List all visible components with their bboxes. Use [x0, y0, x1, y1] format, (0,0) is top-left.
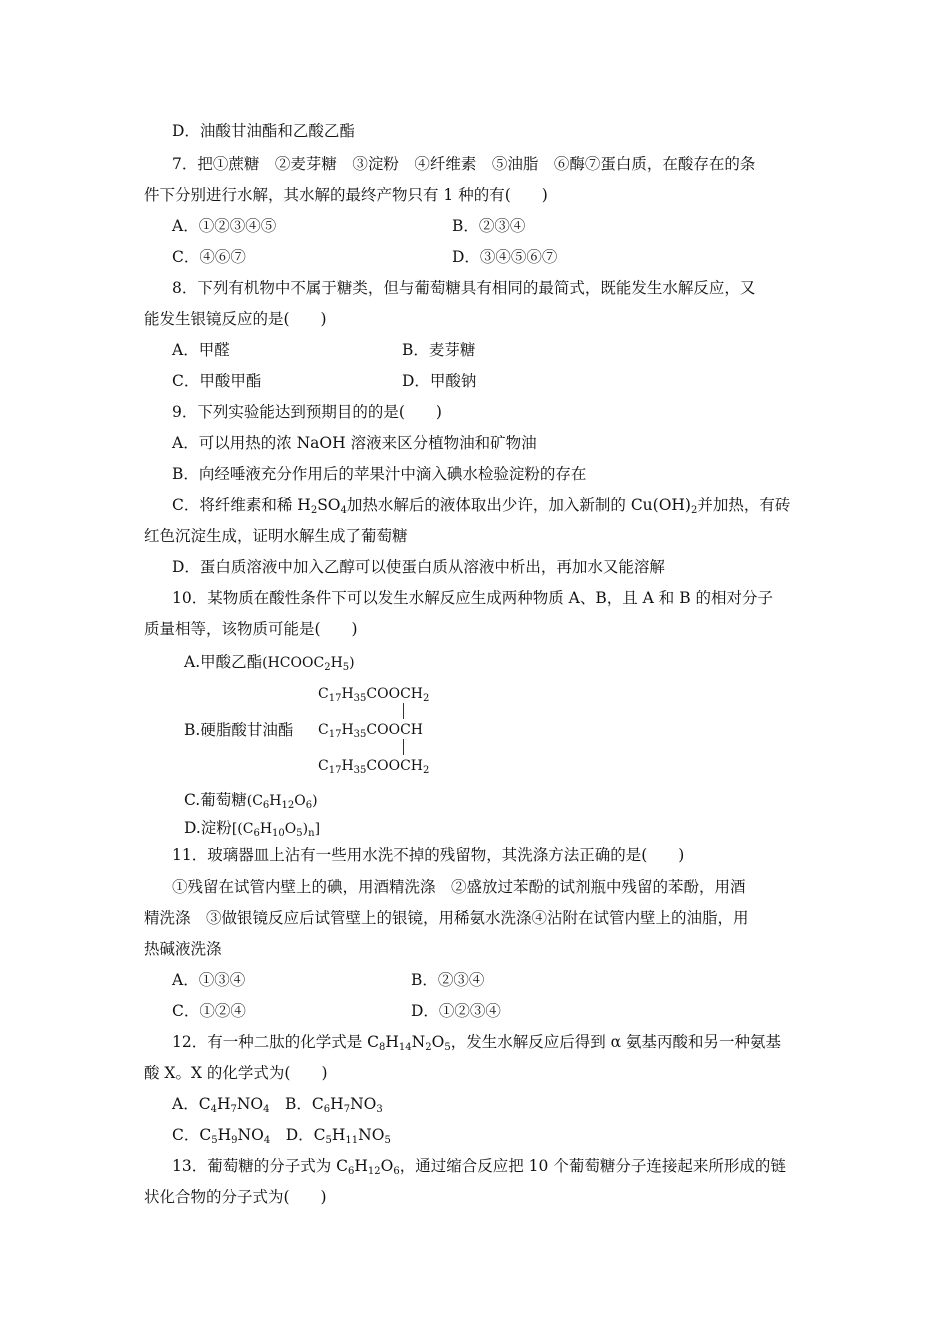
q10-structure-row2: $C_{17}H_{35}COOCH$: [318, 722, 423, 740]
q8-stem-line2: 能发生银镜反应的是( ): [144, 310, 327, 328]
q11-stem: 11．玻璃器皿上沾有一些用水洗不掉的残留物，其洗涤方法正确的是( ): [172, 846, 685, 864]
q9-option-a: A．可以用热的浓 NaOH 溶液来区分植物油和矿物油: [172, 434, 537, 452]
q12-options-cd: C．$C_5H_9NO_4$ D．$C_5H_{11}NO_5$: [172, 1126, 391, 1146]
q10-option-d: D.淀粉$[(C_6H_{10}O_5)_n]$: [184, 819, 321, 839]
q12-stem-line2: 酸 X。X 的化学式为( ): [144, 1064, 328, 1082]
q10-structure-row3: $C_{17}H_{35}COOCH_2$: [318, 758, 430, 776]
q9-stem: 9．下列实验能达到预期目的的是( ): [172, 403, 442, 421]
q11-option-c: C．①②④: [172, 1002, 246, 1020]
q12-options-ab: A．$C_4H_7NO_4$ B．$C_6H_7NO_3$: [172, 1095, 383, 1115]
q10-structure-row1: $C_{17}H_{35}COOCH_2$: [318, 686, 430, 704]
q8-stem-line1: 8．下列有机物中不属于糖类，但与葡萄糖具有相同的最简式，既能发生水解反应，又: [172, 279, 756, 297]
q7-option-b: B．②③④: [452, 217, 526, 235]
q6-option-d: D．油酸甘油酯和乙酸乙酯: [172, 122, 355, 140]
q8-option-b: B．麦芽糖: [402, 341, 476, 359]
q9-option-b: B．向经唾液充分作用后的苹果汁中滴入碘水检验淀粉的存在: [172, 465, 587, 483]
q9-option-c-line1: C．将纤维素和稀 $H_2SO_4$加热水解后的液体取出少许，加入新制的 $Cu(OH)_2$并加热，有砖: [172, 496, 791, 516]
q10-option-b: B.硬脂酸甘油酯: [184, 721, 294, 739]
q8-option-d: D．甲酸钠: [402, 372, 477, 390]
q11-body-line2: 精洗涤 ③做银镜反应后试管壁上的银镜，用稀氨水洗涤④沾附在试管内壁上的油脂，用: [144, 909, 749, 927]
q11-option-d: D．①②③④: [411, 1002, 501, 1020]
q10-bond-2: [403, 739, 404, 755]
q10-option-c: C.葡萄糖$(C_6H_{12}O_6)$: [184, 791, 318, 811]
q7-stem-line2: 件下分别进行水解，其水解的最终产物只有 1 种的有( ): [144, 186, 548, 204]
q9-option-d: D．蛋白质溶液中加入乙醇可以使蛋白质从溶液中析出，再加水又能溶解: [172, 558, 665, 576]
q13-stem-line2: 状化合物的分子式为( ): [144, 1188, 327, 1206]
q8-option-a: A．甲醛: [172, 341, 230, 359]
q11-option-a: A．①③④: [172, 971, 246, 989]
q10-stem-line1: 10．某物质在酸性条件下可以发生水解反应生成两种物质 A、B，且 A 和 B 的相对分子: [172, 589, 774, 607]
q13-stem-line1: 13．葡萄糖的分子式为 $C_6H_{12}O_6$，通过缩合反应把 10 个葡萄糖分子连接起来所形成的链: [172, 1157, 786, 1177]
q12-stem-line1: 12．有一种二肽的化学式是 $C_8H_{14}N_2O_5$，发生水解反应后得到 α 氨基丙酸和另一种氨基: [172, 1033, 782, 1053]
q7-option-a: A．①②③④⑤: [172, 217, 277, 235]
q7-option-c: C．④⑥⑦: [172, 248, 246, 266]
q10-option-a: A.甲酸乙酯$(HCOOC_2H_5)$: [184, 653, 355, 673]
q11-option-b: B．②③④: [411, 971, 485, 989]
q7-option-d: D．③④⑤⑥⑦: [452, 248, 558, 266]
q11-body-line1: ①残留在试管内壁上的碘，用酒精洗涤 ②盛放过苯酚的试剂瓶中残留的苯酚，用酒: [172, 878, 746, 896]
q9-option-c-line2: 红色沉淀生成，证明水解生成了葡萄糖: [144, 527, 408, 545]
q11-body-line3: 热碱液洗涤: [144, 940, 222, 958]
q10-bond-1: [403, 703, 404, 719]
q10-stem-line2: 质量相等，该物质可能是( ): [144, 620, 358, 638]
q7-stem-line1: 7．把①蔗糖 ②麦芽糖 ③淀粉 ④纤维素 ⑤油脂 ⑥酶⑦蛋白质，在酸存在的条: [172, 155, 756, 173]
q8-option-c: C．甲酸甲酯: [172, 372, 262, 390]
